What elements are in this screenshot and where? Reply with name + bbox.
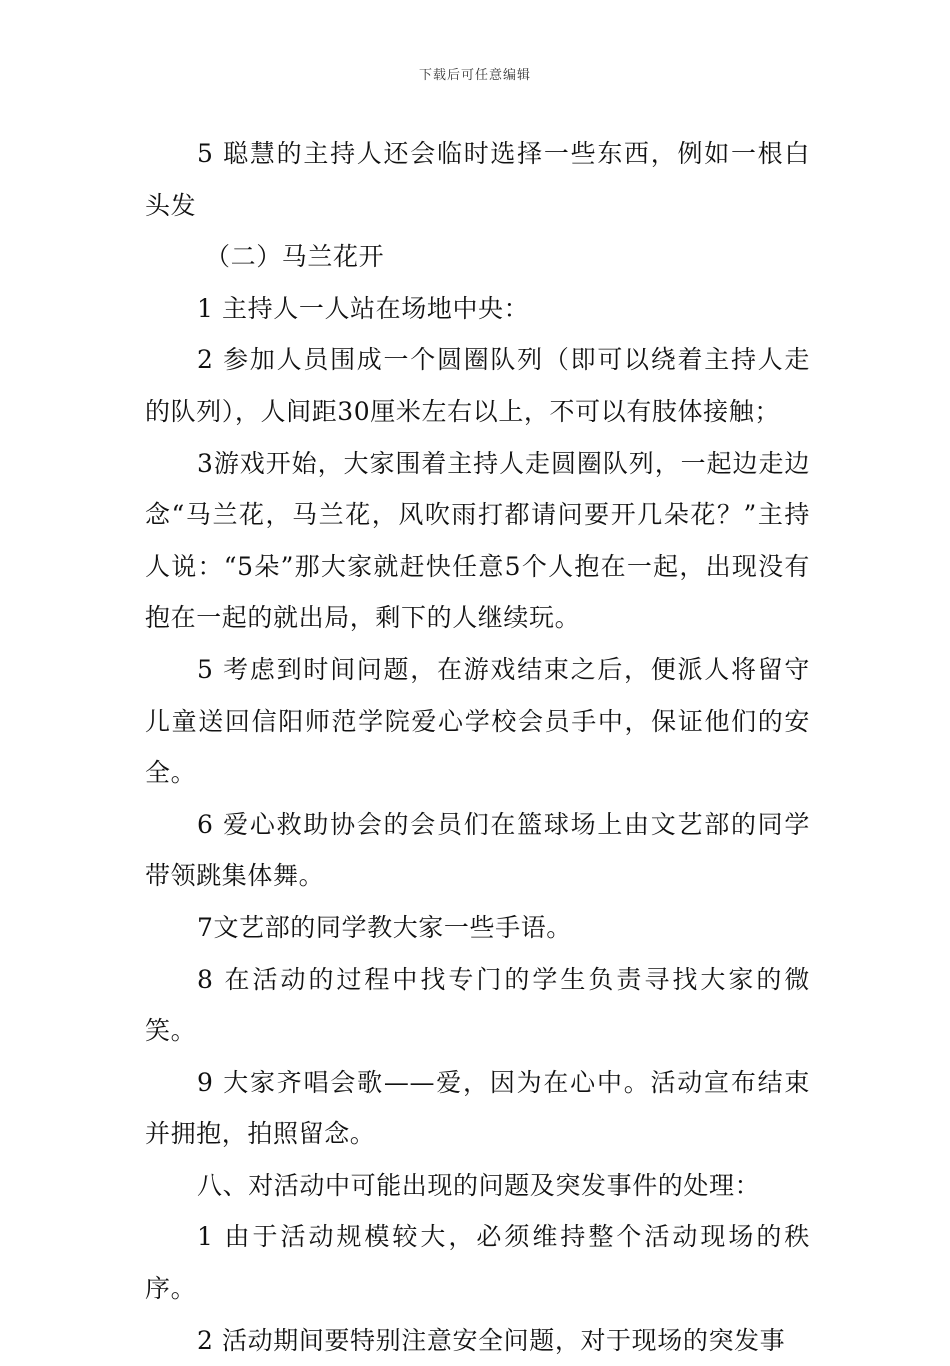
paragraph-step-2: 2 参加人员围成一个圆圈队列（即可以绕着主持人走的队列），人间距30厘米左右以上，不可以有肢体接触； xyxy=(145,345,810,426)
paragraph-step-8: 8 在活动的过程中找专门的学生负责寻找大家的微笑。 xyxy=(145,964,810,1046)
section-heading-malan-flower: （二）马兰花开 xyxy=(205,242,385,272)
paragraph-step-1: 1 主持人一人站在场地中央： xyxy=(197,293,530,323)
paragraph-handling-2: 2 活动期间要特别注意安全问题，对于现场的突发事 xyxy=(197,1325,786,1355)
paragraph-handling-1: 1 由于活动规模较大，必须维持整个活动现场的秩序。 xyxy=(145,1222,810,1304)
paragraph-step-6: 6 爱心救助协会的会员们在篮球场上由文艺部的同学带领跳集体舞。 xyxy=(145,809,810,891)
section-heading-emergency-handling: 八、对活动中可能出现的问题及突发事件的处理： xyxy=(197,1170,761,1200)
paragraph-item-5-host-selection: 5 聪慧的主持人还会临时选择一些东西，例如一根白头发 xyxy=(145,139,810,220)
paragraph-step-3: 3游戏开始，大家围着主持人走圆圈队列，一起边走边念“马兰花，马兰花，风吹雨打都请问要开几朵花？”主持人说：“5朵”那大家就赶快任意5个人抱在一起，出现没有抱在一起的就出局，剩下的人继续玩。 xyxy=(145,448,810,633)
paragraph-step-7: 7文艺部的同学教大家一些手语。 xyxy=(197,912,572,942)
paragraph-step-9: 9 大家齐唱会歌——爱，因为在心中。活动宣布结束并拥抱，拍照留念。 xyxy=(145,1067,810,1149)
page-header: 下载后可任意编辑 xyxy=(418,68,531,83)
document-body xyxy=(145,128,810,1366)
paragraph-step-5: 5 考虑到时间问题，在游戏结束之后，便派人将留守儿童送回信阳师范学院爱心学校会员手中，保证他们的安全。 xyxy=(145,654,810,788)
